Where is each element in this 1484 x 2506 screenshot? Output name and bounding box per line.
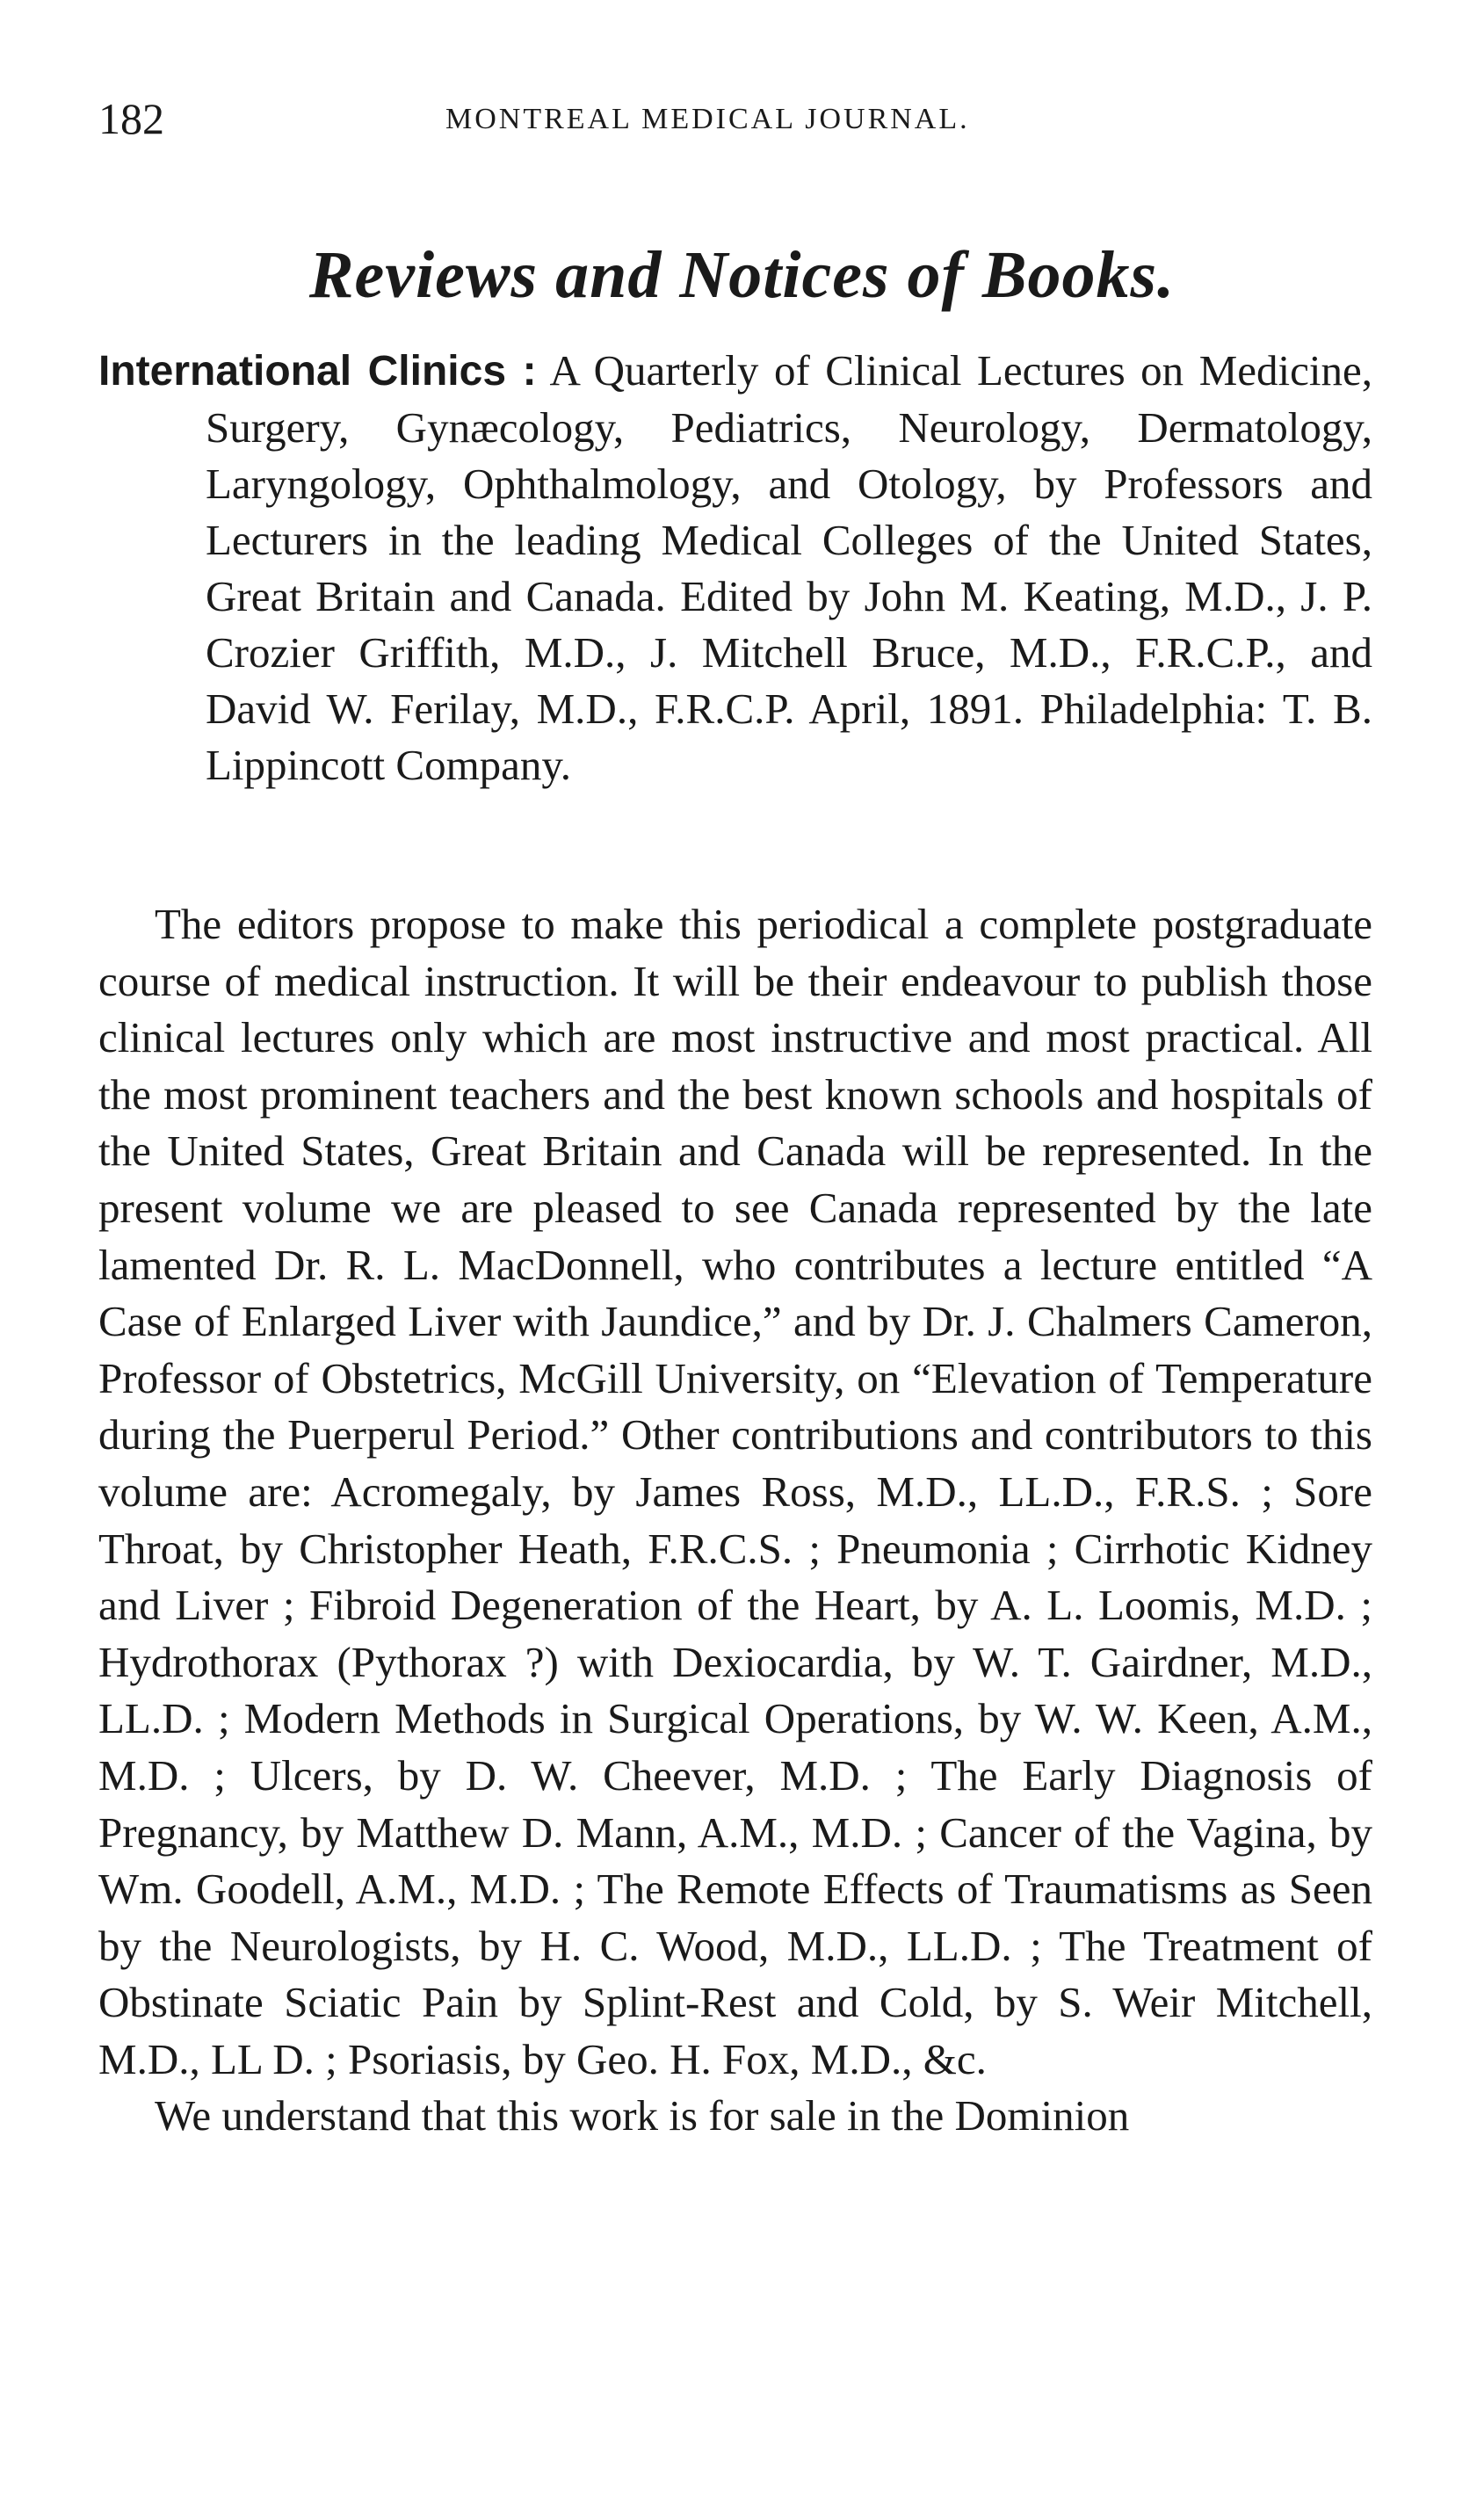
book-details: A Quarterly of Clinical Lectures on Medicine, Surgery, Gynæcology, Pediatrics, Neurology, Dermatology, Laryngology, Ophthalmology, and Otology, by Professors and Lecturers in the leading Medical Colleges of the United States, Great Britain and Canada. Edited by John M. Keating, M.D., J. P. Crozier Griffith, M.D., J. Mitchell Bruce, M.D., F.R.C.P., and David W. Ferilay, M.D., F.R.C.P. April, 1891. Philadelphia: T. B. Lippincott Company. bbox=[206, 346, 1372, 789]
section-title: Reviews and Notices of Books. bbox=[308, 238, 1176, 312]
review-paragraph: We understand that this work is for sale in the Dominion bbox=[155, 2091, 1130, 2140]
book-title: International Clinics : bbox=[98, 348, 537, 395]
review-body bbox=[98, 896, 1372, 2145]
running-head bbox=[98, 92, 1390, 145]
review-paragraph: The editors propose to make this periodical a complete postgraduate course of medical instruction. It will be their endeavour to publish those clinical lectures only which are most instructive and most practical. All the most prominent teachers and the best known schools and hospitals of the United States, Great Britain and Canada will be represented. In the present volume we are pleased to see Canada represented by the late lamented Dr. R. L. MacDonnell, who contributes a lecture entitled “A Case of Enlarged Liver with Jaundice,” and by Dr. J. Chalmers Cameron, Professor of Obstetrics, McGill University, on “Elevation of Temperature during the Puerperul Period.” Other contributions and contributors to this volume are: Acromegaly, by James Ross, M.D., LL.D., F.R.S. ; Sore Throat, by Christopher Heath, F.R.C.S. ; Pneumonia ; Cirrhotic Kidney and Liver ; Fibroid Degeneration of the Heart, by A. L. Loomis, M.D. ; Hydrothorax (Pythorax ?) with Dexiocardia, by W. T. Gairdner, M.D., LL.D. ; Modern Methods in Surgical Operations, by W. W. Keen, A.M., M.D. ; Ulcers, by D. W. Cheever, M.D. ; The Early Diagnosis of Pregnancy, by Matthew D. Mann, A.M., M.D. ; Cancer of the Vagina, by Wm. Goodell, A.M., M.D. ; The Remote Effects of Traumatisms as Seen by the Neurologists, by H. C. Wood, M.D., LL.D. ; The Treatment of Obstinate Sciatic Pain by Splint-Rest and Cold, by S. Weir Mitchell, M.D., LL D. ; Psoriasis, by Geo. H. Fox, M.D., &c. bbox=[98, 900, 1372, 2083]
book-citation bbox=[98, 343, 1372, 793]
journal-title: MONTREAL MEDICAL JOURNAL. bbox=[445, 103, 970, 135]
page-number: 182 bbox=[98, 94, 164, 143]
